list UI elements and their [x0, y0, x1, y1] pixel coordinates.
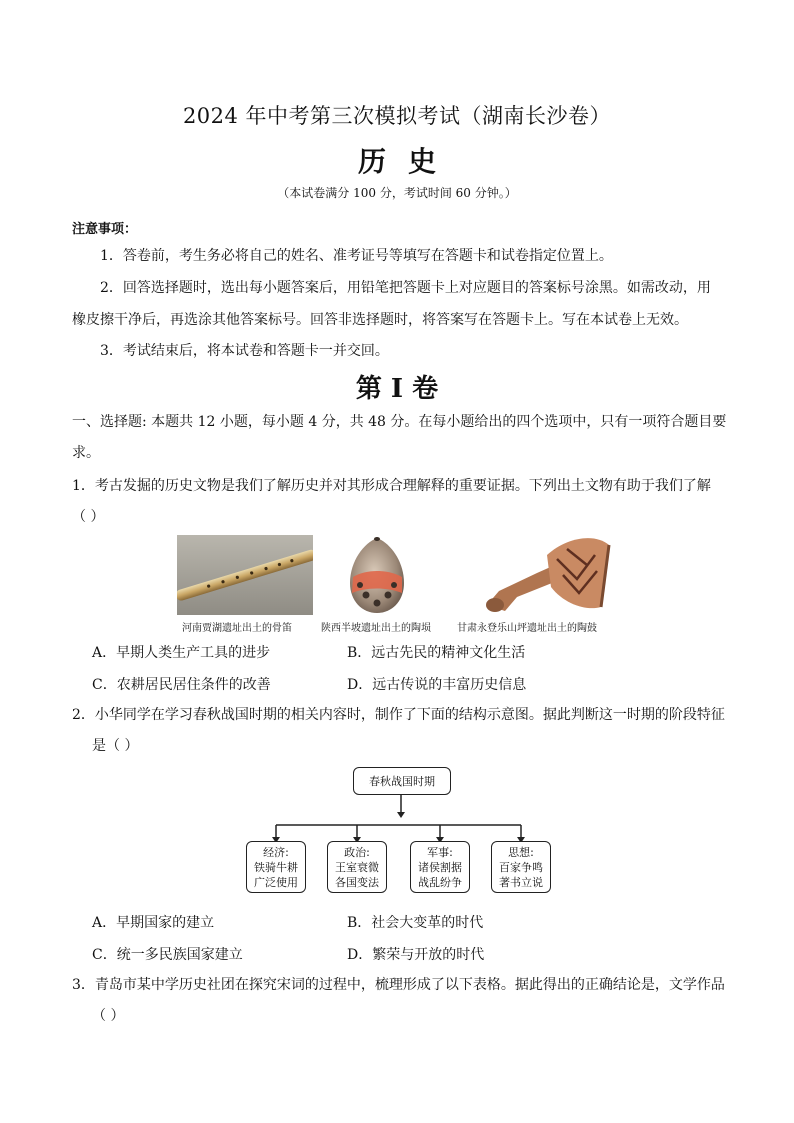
question-2-blank: 是（ ） [92, 738, 139, 754]
diagram-box-thought [491, 841, 551, 893]
volume-title: 第 I 卷 [355, 374, 439, 404]
q2-option-d[interactable]: D．繁荣与开放的时代 [347, 947, 485, 963]
question-3-blank: （ ） [92, 1008, 125, 1024]
pottery-xun-image [338, 535, 416, 615]
box-head: 思想: [508, 845, 534, 859]
caption-pottery-drum: 甘肃永登乐山坪遗址出土的陶鼓 [457, 623, 597, 634]
notice-item-2: 2．回答选择题时，选出每小题答案后，用铅笔把答题卡上对应题目的答案标号涂黑。如需改动，用 [100, 280, 711, 296]
diagram-box-economy [246, 841, 306, 893]
notice-heading: 注意事项： [72, 222, 138, 237]
question-1-stem: 1．考古发掘的历史文物是我们了解历史并对其形成合理解释的重要证据。下列出土文物有助于我们了解 [72, 478, 711, 494]
bone-flute-image [177, 535, 313, 615]
box-line: 王室衰微 [335, 860, 379, 874]
diagram-box-military [410, 841, 470, 893]
box-head: 经济: [263, 845, 289, 859]
diagram-root-label: 春秋战国时期 [369, 774, 435, 788]
q1-option-d[interactable]: D．远古传说的丰富历史信息 [347, 677, 527, 693]
box-line: 百家争鸣 [499, 860, 543, 874]
caption-pottery-xun: 陕西半坡遗址出土的陶埙 [321, 623, 431, 634]
q1-option-a[interactable]: A．早期人类生产工具的进步 [92, 645, 271, 661]
pottery-drum-image [477, 535, 612, 615]
box-line: 铁骑牛耕 [254, 860, 298, 874]
box-head: 军事: [427, 845, 453, 859]
box-line: 诸侯割据 [418, 860, 462, 874]
notice-item-2-cont: 橡皮擦干净后，再选涂其他答案标号。回答非选择题时，将答案写在答题卡上。写在本试卷上无效。 [72, 312, 688, 328]
q1-option-b[interactable]: B．远古先民的精神文化生活 [347, 645, 526, 661]
caption-bone-flute: 河南贾湖遗址出土的骨笛 [182, 623, 292, 634]
exam-title: 2024 年中考第三次模拟考试（湖南长沙卷） [182, 104, 612, 128]
question-3-stem: 3．青岛市某中学历史社团在探究宋词的过程中，梳理形成了以下表格。据此得出的正确结论是，文学作品 [72, 977, 725, 993]
box-head: 政治: [344, 845, 370, 859]
question-1-blank: （ ） [72, 509, 105, 525]
score-note: （本试卷满分 100 分，考试时间 60 分钟。） [277, 186, 517, 200]
q2-option-b[interactable]: B．社会大变革的时代 [347, 915, 484, 931]
notice-item-1: 1．答卷前，考生务必将自己的姓名、准考证号等填写在答题卡和试卷指定位置上。 [100, 248, 613, 264]
box-line: 战乱纷争 [418, 875, 462, 889]
q2-option-a[interactable]: A．早期国家的建立 [92, 915, 215, 931]
box-line: 广泛使用 [254, 875, 298, 889]
notice-item-3: 3．考试结束后，将本试卷和答题卡一并交回。 [100, 343, 389, 359]
q2-option-c[interactable]: C．统一多民族国家建立 [92, 947, 243, 963]
question-2-stem: 2．小华同学在学习春秋战国时期的相关内容时，制作了下面的结构示意图。据此判断这一时期的阶段特征 [72, 707, 725, 723]
diagram-root-box [353, 767, 451, 795]
section-instruction: 一、选择题: 本题共 12 小题，每小题 4 分，共 48 分。在每小题给出的四个选项中，只有一项符合题目要 [72, 414, 727, 430]
q1-option-c[interactable]: C．农耕居民居住条件的改善 [92, 677, 271, 693]
section-instruction-cont: 求。 [72, 445, 100, 461]
box-line: 各国变法 [335, 875, 379, 889]
subject-title: 历史 [357, 145, 458, 178]
diagram-box-politics [327, 841, 387, 893]
box-line: 著书立说 [499, 875, 543, 889]
